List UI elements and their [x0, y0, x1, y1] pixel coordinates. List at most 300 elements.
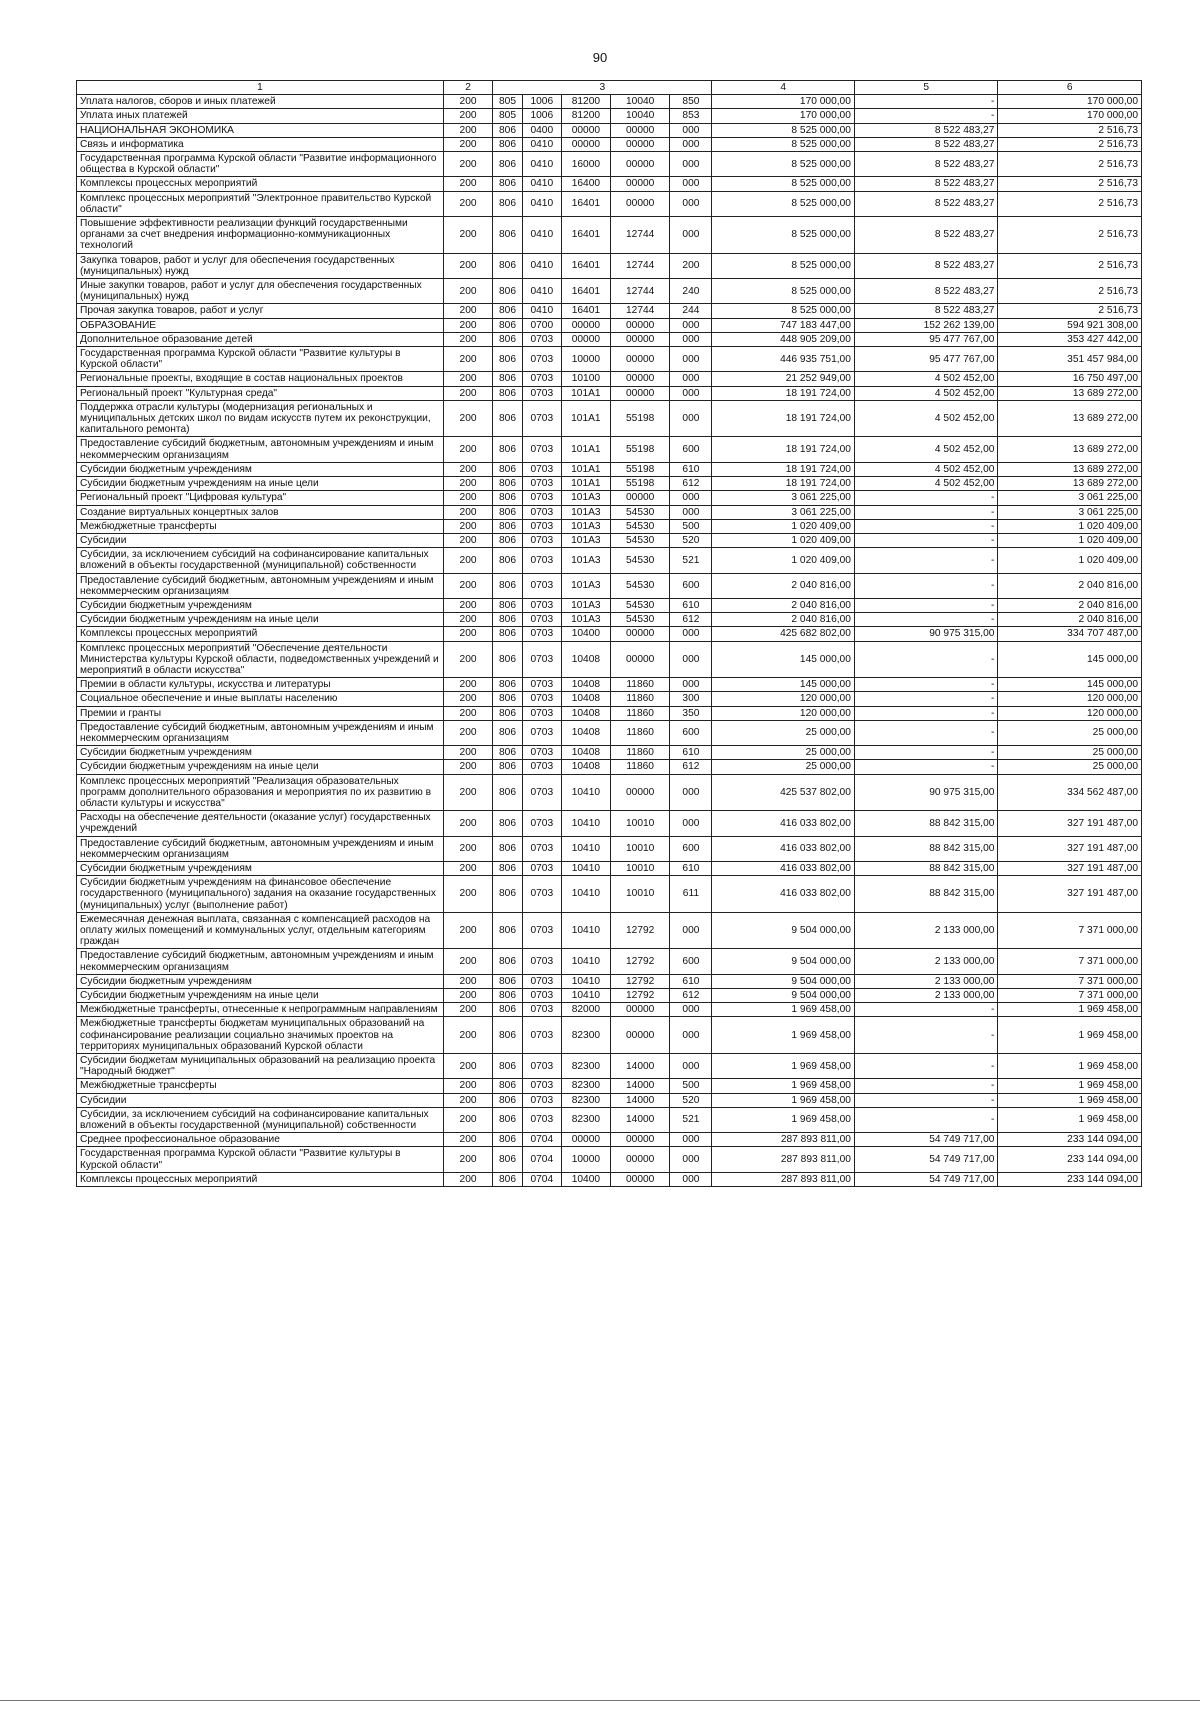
budget-table [76, 80, 1142, 1187]
row-name: Региональный проект "Цифровая культура" [77, 491, 444, 505]
row-amount-executed: 54 749 717,00 [854, 1133, 998, 1147]
row-code-program: 16400 [561, 177, 610, 191]
row-code-direction: 00000 [610, 191, 669, 216]
row-code-chapter: 806 [493, 347, 523, 372]
row-amount-plan: 8 525 000,00 [712, 123, 854, 137]
row-code-chapter: 806 [493, 386, 523, 400]
row-code-direction: 10010 [610, 876, 669, 913]
row-amount-remaining: 334 562 487,00 [998, 774, 1142, 811]
row-code-section: 0704 [522, 1147, 561, 1172]
row-code-type: 000 [670, 372, 712, 386]
row-amount-executed: 8 522 483,27 [854, 152, 998, 177]
table-row [77, 1093, 1142, 1107]
row-amount-remaining: 1 020 409,00 [998, 519, 1142, 533]
row-code-direction: 00000 [610, 152, 669, 177]
row-code-program: 16401 [561, 217, 610, 254]
row-amount-remaining: 1 969 458,00 [998, 1107, 1142, 1132]
row-code-direction: 14000 [610, 1054, 669, 1079]
row-amount-remaining: 7 371 000,00 [998, 974, 1142, 988]
table-row [77, 811, 1142, 836]
row-name: Субсидии бюджетам муниципальных образований на реализацию проекта "Народный бюджет" [77, 1054, 444, 1079]
row-code-program: 101A1 [561, 462, 610, 476]
table-row [77, 437, 1142, 462]
row-amount-remaining: 1 969 458,00 [998, 1079, 1142, 1093]
row-amount-executed: - [854, 548, 998, 573]
row-amount-remaining: 2 516,73 [998, 191, 1142, 216]
row-code-ministry: 200 [443, 627, 492, 641]
row-code-program: 101A1 [561, 477, 610, 491]
row-amount-remaining: 2 516,73 [998, 304, 1142, 318]
row-code-section: 0703 [522, 477, 561, 491]
table-row [77, 253, 1142, 278]
row-amount-remaining: 1 969 458,00 [998, 1093, 1142, 1107]
row-amount-plan: 2 040 816,00 [712, 598, 854, 612]
row-code-ministry: 200 [443, 505, 492, 519]
row-name: Субсидии бюджетным учреждениям на иные цели [77, 477, 444, 491]
row-amount-executed: - [854, 760, 998, 774]
row-amount-plan: 446 935 751,00 [712, 347, 854, 372]
row-code-program: 101A3 [561, 519, 610, 533]
row-name: Региональные проекты, входящие в состав национальных проектов [77, 372, 444, 386]
row-code-direction: 14000 [610, 1107, 669, 1132]
row-amount-plan: 3 061 225,00 [712, 491, 854, 505]
row-code-program: 10410 [561, 912, 610, 949]
row-code-ministry: 200 [443, 1079, 492, 1093]
row-amount-remaining: 327 191 487,00 [998, 876, 1142, 913]
row-amount-executed: 88 842 315,00 [854, 876, 998, 913]
row-code-program: 82300 [561, 1093, 610, 1107]
row-code-section: 0400 [522, 123, 561, 137]
row-code-ministry: 200 [443, 109, 492, 123]
row-code-chapter: 805 [493, 109, 523, 123]
row-code-program: 16401 [561, 304, 610, 318]
row-amount-plan: 416 033 802,00 [712, 836, 854, 861]
header-col-5: 5 [854, 81, 998, 95]
row-amount-remaining: 170 000,00 [998, 109, 1142, 123]
row-code-direction: 55198 [610, 462, 669, 476]
table-row [77, 477, 1142, 491]
row-amount-plan: 145 000,00 [712, 678, 854, 692]
row-code-type: 000 [670, 332, 712, 346]
row-code-ministry: 200 [443, 746, 492, 760]
row-amount-remaining: 1 969 458,00 [998, 1003, 1142, 1017]
row-code-ministry: 200 [443, 811, 492, 836]
row-name: Субсидии бюджетным учреждениям [77, 462, 444, 476]
row-amount-executed: - [854, 519, 998, 533]
row-amount-plan: 448 905 209,00 [712, 332, 854, 346]
row-amount-plan: 8 525 000,00 [712, 253, 854, 278]
row-code-direction: 12744 [610, 279, 669, 304]
row-name: Комплекс процессных мероприятий "Электронное правительство Курской области" [77, 191, 444, 216]
row-code-program: 101A3 [561, 491, 610, 505]
row-code-direction: 11860 [610, 678, 669, 692]
row-code-program: 10410 [561, 861, 610, 875]
row-code-ministry: 200 [443, 1017, 492, 1054]
row-code-direction: 11860 [610, 746, 669, 760]
row-name: Комплексы процессных мероприятий [77, 627, 444, 641]
row-code-type: 000 [670, 641, 712, 678]
row-amount-executed: 8 522 483,27 [854, 177, 998, 191]
header-col-3: 3 [493, 81, 712, 95]
row-code-type: 612 [670, 477, 712, 491]
row-code-direction: 00000 [610, 491, 669, 505]
row-code-direction: 00000 [610, 1147, 669, 1172]
row-code-section: 0703 [522, 332, 561, 346]
row-code-chapter: 806 [493, 746, 523, 760]
table-row [77, 386, 1142, 400]
row-amount-plan: 425 537 802,00 [712, 774, 854, 811]
row-name: Предоставление субсидий бюджетным, автономным учреждениям и иным некоммерческим организациям [77, 949, 444, 974]
row-code-section: 0703 [522, 462, 561, 476]
row-code-program: 10400 [561, 1172, 610, 1186]
row-code-section: 0410 [522, 279, 561, 304]
row-code-chapter: 806 [493, 191, 523, 216]
row-code-ministry: 200 [443, 372, 492, 386]
row-code-ministry: 200 [443, 760, 492, 774]
row-code-direction: 10040 [610, 95, 669, 109]
row-code-chapter: 806 [493, 678, 523, 692]
row-code-section: 0410 [522, 177, 561, 191]
row-code-chapter: 805 [493, 95, 523, 109]
row-code-direction: 54530 [610, 548, 669, 573]
row-code-ministry: 200 [443, 519, 492, 533]
row-amount-remaining: 145 000,00 [998, 678, 1142, 692]
row-code-direction: 12792 [610, 912, 669, 949]
row-name: Комплексы процессных мероприятий [77, 1172, 444, 1186]
row-code-chapter: 806 [493, 437, 523, 462]
row-code-section: 0703 [522, 519, 561, 533]
row-code-chapter: 806 [493, 949, 523, 974]
row-amount-plan: 287 893 811,00 [712, 1133, 854, 1147]
row-code-ministry: 200 [443, 217, 492, 254]
row-name: Региональный проект "Культурная среда" [77, 386, 444, 400]
row-code-chapter: 806 [493, 613, 523, 627]
row-code-direction: 00000 [610, 641, 669, 678]
row-amount-plan: 120 000,00 [712, 692, 854, 706]
row-code-type: 520 [670, 1093, 712, 1107]
row-code-program: 10408 [561, 720, 610, 745]
row-code-type: 200 [670, 253, 712, 278]
row-code-ministry: 200 [443, 1093, 492, 1107]
row-amount-remaining: 13 689 272,00 [998, 477, 1142, 491]
row-code-chapter: 806 [493, 1133, 523, 1147]
table-row [77, 137, 1142, 151]
table-row [77, 279, 1142, 304]
row-amount-remaining: 233 144 094,00 [998, 1172, 1142, 1186]
row-code-direction: 00000 [610, 386, 669, 400]
row-code-section: 0410 [522, 152, 561, 177]
row-amount-remaining: 16 750 497,00 [998, 372, 1142, 386]
row-name: Связь и информатика [77, 137, 444, 151]
row-amount-remaining: 2 040 816,00 [998, 573, 1142, 598]
row-code-ministry: 200 [443, 1172, 492, 1186]
row-code-program: 10408 [561, 746, 610, 760]
row-code-program: 00000 [561, 318, 610, 332]
row-amount-plan: 18 191 724,00 [712, 437, 854, 462]
row-amount-plan: 425 682 802,00 [712, 627, 854, 641]
row-code-direction: 54530 [610, 505, 669, 519]
table-row [77, 519, 1142, 533]
row-code-program: 10410 [561, 949, 610, 974]
row-amount-executed: - [854, 533, 998, 547]
row-name: Субсидии бюджетным учреждениям [77, 861, 444, 875]
row-code-ministry: 200 [443, 861, 492, 875]
row-code-type: 521 [670, 1107, 712, 1132]
row-amount-executed: - [854, 720, 998, 745]
row-code-ministry: 200 [443, 491, 492, 505]
row-name: Предоставление субсидий бюджетным, автономным учреждениям и иным некоммерческим организациям [77, 836, 444, 861]
row-code-chapter: 806 [493, 1079, 523, 1093]
row-amount-executed: 2 133 000,00 [854, 974, 998, 988]
row-amount-executed: 95 477 767,00 [854, 347, 998, 372]
table-row [77, 304, 1142, 318]
row-amount-plan: 8 525 000,00 [712, 177, 854, 191]
row-code-chapter: 806 [493, 491, 523, 505]
row-name: Предоставление субсидий бюджетным, автономным учреждениям и иным некоммерческим организациям [77, 437, 444, 462]
row-amount-plan: 120 000,00 [712, 706, 854, 720]
table-row [77, 400, 1142, 437]
row-amount-executed: 54 749 717,00 [854, 1172, 998, 1186]
row-code-chapter: 806 [493, 372, 523, 386]
table-row [77, 1079, 1142, 1093]
page-number: 90 [592, 50, 608, 65]
row-amount-plan: 1 020 409,00 [712, 548, 854, 573]
row-name: Предоставление субсидий бюджетным, автономным учреждениям и иным некоммерческим организациям [77, 720, 444, 745]
table-row [77, 949, 1142, 974]
row-code-chapter: 806 [493, 253, 523, 278]
row-code-type: 000 [670, 678, 712, 692]
table-header-row [77, 81, 1142, 95]
row-amount-plan: 25 000,00 [712, 746, 854, 760]
row-code-program: 82300 [561, 1079, 610, 1093]
row-code-section: 0703 [522, 949, 561, 974]
row-code-chapter: 806 [493, 1093, 523, 1107]
row-amount-executed: 4 502 452,00 [854, 462, 998, 476]
row-code-type: 610 [670, 974, 712, 988]
row-name: Создание виртуальных концертных залов [77, 505, 444, 519]
row-code-chapter: 806 [493, 1107, 523, 1132]
row-amount-plan: 1 969 458,00 [712, 1017, 854, 1054]
row-code-type: 500 [670, 519, 712, 533]
row-name: Комплекс процессных мероприятий "Обеспечение деятельности Министерства культуры Курской области, подведомственных учреждений и мероприятий в области искусства" [77, 641, 444, 678]
row-code-section: 0703 [522, 706, 561, 720]
row-code-chapter: 806 [493, 400, 523, 437]
row-code-type: 610 [670, 746, 712, 760]
row-amount-plan: 1 969 458,00 [712, 1093, 854, 1107]
row-amount-executed: - [854, 641, 998, 678]
row-code-program: 82300 [561, 1054, 610, 1079]
row-code-direction: 11860 [610, 706, 669, 720]
row-code-chapter: 806 [493, 1003, 523, 1017]
row-amount-executed: 8 522 483,27 [854, 304, 998, 318]
row-code-direction: 00000 [610, 332, 669, 346]
row-amount-plan: 9 504 000,00 [712, 974, 854, 988]
row-code-direction: 12792 [610, 949, 669, 974]
row-code-type: 000 [670, 123, 712, 137]
row-code-section: 0700 [522, 318, 561, 332]
row-amount-plan: 170 000,00 [712, 109, 854, 123]
row-code-chapter: 806 [493, 137, 523, 151]
row-code-type: 610 [670, 462, 712, 476]
row-amount-executed: - [854, 1093, 998, 1107]
table-row [77, 876, 1142, 913]
row-code-program: 10410 [561, 876, 610, 913]
row-name: Субсидии бюджетным учреждениям на финансовое обеспечение государственного (муниципального) задания на оказание государственных (муниципальных) услуг (выполнение работ) [77, 876, 444, 913]
table-row [77, 177, 1142, 191]
row-code-section: 0703 [522, 1093, 561, 1107]
row-code-type: 000 [670, 774, 712, 811]
row-code-program: 16401 [561, 279, 610, 304]
row-code-program: 00000 [561, 332, 610, 346]
row-code-program: 81200 [561, 109, 610, 123]
row-amount-plan: 8 525 000,00 [712, 304, 854, 318]
row-code-type: 612 [670, 760, 712, 774]
row-amount-executed: - [854, 491, 998, 505]
row-code-program: 10408 [561, 678, 610, 692]
row-code-program: 00000 [561, 123, 610, 137]
row-code-program: 10000 [561, 347, 610, 372]
row-amount-executed: 90 975 315,00 [854, 774, 998, 811]
table-row [77, 720, 1142, 745]
row-name: Повышение эффективности реализации функций государственными органами за счет внедрения информационно-коммуникационных технологий [77, 217, 444, 254]
row-amount-plan: 9 504 000,00 [712, 912, 854, 949]
row-code-section: 0703 [522, 372, 561, 386]
row-name: Среднее профессиональное образование [77, 1133, 444, 1147]
row-code-type: 612 [670, 613, 712, 627]
row-code-program: 101A1 [561, 437, 610, 462]
row-code-direction: 12744 [610, 304, 669, 318]
row-code-direction: 00000 [610, 1172, 669, 1186]
row-code-chapter: 806 [493, 152, 523, 177]
row-code-ministry: 200 [443, 253, 492, 278]
row-amount-executed: - [854, 692, 998, 706]
row-name: Предоставление субсидий бюджетным, автономным учреждениям и иным некоммерческим организациям [77, 573, 444, 598]
row-code-ministry: 200 [443, 137, 492, 151]
row-code-section: 0703 [522, 347, 561, 372]
row-amount-executed: 2 133 000,00 [854, 912, 998, 949]
row-code-type: 000 [670, 1003, 712, 1017]
row-amount-plan: 9 504 000,00 [712, 949, 854, 974]
row-code-chapter: 806 [493, 861, 523, 875]
row-code-chapter: 806 [493, 279, 523, 304]
row-amount-remaining: 1 969 458,00 [998, 1054, 1142, 1079]
row-amount-remaining: 2 516,73 [998, 177, 1142, 191]
row-amount-executed: 95 477 767,00 [854, 332, 998, 346]
table-row [77, 641, 1142, 678]
row-code-chapter: 806 [493, 1017, 523, 1054]
row-amount-remaining: 3 061 225,00 [998, 505, 1142, 519]
row-code-program: 81200 [561, 95, 610, 109]
row-code-type: 610 [670, 598, 712, 612]
row-code-program: 10408 [561, 760, 610, 774]
row-code-direction: 54530 [610, 533, 669, 547]
row-code-section: 0703 [522, 613, 561, 627]
row-code-type: 240 [670, 279, 712, 304]
row-code-section: 0703 [522, 760, 561, 774]
row-code-ministry: 200 [443, 548, 492, 573]
row-code-section: 0703 [522, 1107, 561, 1132]
row-code-program: 101A1 [561, 400, 610, 437]
table-row [77, 613, 1142, 627]
row-code-type: 850 [670, 95, 712, 109]
row-code-direction: 12744 [610, 217, 669, 254]
row-code-direction: 11860 [610, 720, 669, 745]
row-code-program: 16000 [561, 152, 610, 177]
row-code-type: 000 [670, 811, 712, 836]
row-amount-executed: - [854, 1107, 998, 1132]
row-code-section: 0703 [522, 989, 561, 1003]
row-code-ministry: 200 [443, 573, 492, 598]
row-code-chapter: 806 [493, 304, 523, 318]
row-code-ministry: 200 [443, 533, 492, 547]
row-amount-executed: 8 522 483,27 [854, 137, 998, 151]
row-amount-remaining: 594 921 308,00 [998, 318, 1142, 332]
row-amount-executed: 8 522 483,27 [854, 191, 998, 216]
row-code-ministry: 200 [443, 332, 492, 346]
row-code-ministry: 200 [443, 123, 492, 137]
row-code-type: 600 [670, 437, 712, 462]
row-code-chapter: 806 [493, 641, 523, 678]
row-amount-plan: 18 191 724,00 [712, 386, 854, 400]
row-name: Межбюджетные трансферты [77, 1079, 444, 1093]
row-code-type: 000 [670, 177, 712, 191]
table-row [77, 462, 1142, 476]
row-code-program: 16401 [561, 191, 610, 216]
table-row [77, 347, 1142, 372]
row-code-chapter: 806 [493, 912, 523, 949]
row-code-section: 0703 [522, 1079, 561, 1093]
row-name: Социальное обеспечение и иные выплаты населению [77, 692, 444, 706]
row-name: Закупка товаров, работ и услуг для обеспечения государственных (муниципальных) нужд [77, 253, 444, 278]
row-amount-executed: - [854, 1079, 998, 1093]
row-code-type: 244 [670, 304, 712, 318]
row-amount-remaining: 2 040 816,00 [998, 598, 1142, 612]
row-code-section: 0703 [522, 548, 561, 573]
row-code-chapter: 806 [493, 332, 523, 346]
row-code-type: 000 [670, 400, 712, 437]
row-name: Субсидии бюджетным учреждениям на иные цели [77, 613, 444, 627]
row-code-section: 0410 [522, 217, 561, 254]
row-amount-plan: 25 000,00 [712, 760, 854, 774]
row-amount-executed: - [854, 109, 998, 123]
row-name: Субсидии бюджетным учреждениям на иные цели [77, 989, 444, 1003]
row-amount-remaining: 1 020 409,00 [998, 533, 1142, 547]
row-code-direction: 10040 [610, 109, 669, 123]
row-name: Субсидии бюджетным учреждениям [77, 598, 444, 612]
row-amount-executed: 4 502 452,00 [854, 386, 998, 400]
row-code-direction: 12744 [610, 253, 669, 278]
row-name: Поддержка отрасли культуры (модернизация региональных и муниципальных детских школ по видам искусств путем их реконструкции, капитального ремонта) [77, 400, 444, 437]
row-code-chapter: 806 [493, 627, 523, 641]
row-code-direction: 00000 [610, 1003, 669, 1017]
row-code-section: 0703 [522, 437, 561, 462]
row-code-program: 10410 [561, 811, 610, 836]
row-code-ministry: 200 [443, 191, 492, 216]
table-row [77, 152, 1142, 177]
row-code-program: 101A3 [561, 598, 610, 612]
row-code-direction: 00000 [610, 774, 669, 811]
row-code-ministry: 200 [443, 1147, 492, 1172]
row-amount-remaining: 353 427 442,00 [998, 332, 1142, 346]
row-amount-remaining: 327 191 487,00 [998, 811, 1142, 836]
row-code-program: 10408 [561, 706, 610, 720]
row-amount-plan: 747 183 447,00 [712, 318, 854, 332]
row-amount-executed: - [854, 613, 998, 627]
row-amount-executed: 90 975 315,00 [854, 627, 998, 641]
row-code-chapter: 806 [493, 505, 523, 519]
row-code-direction: 10010 [610, 861, 669, 875]
table-row [77, 109, 1142, 123]
